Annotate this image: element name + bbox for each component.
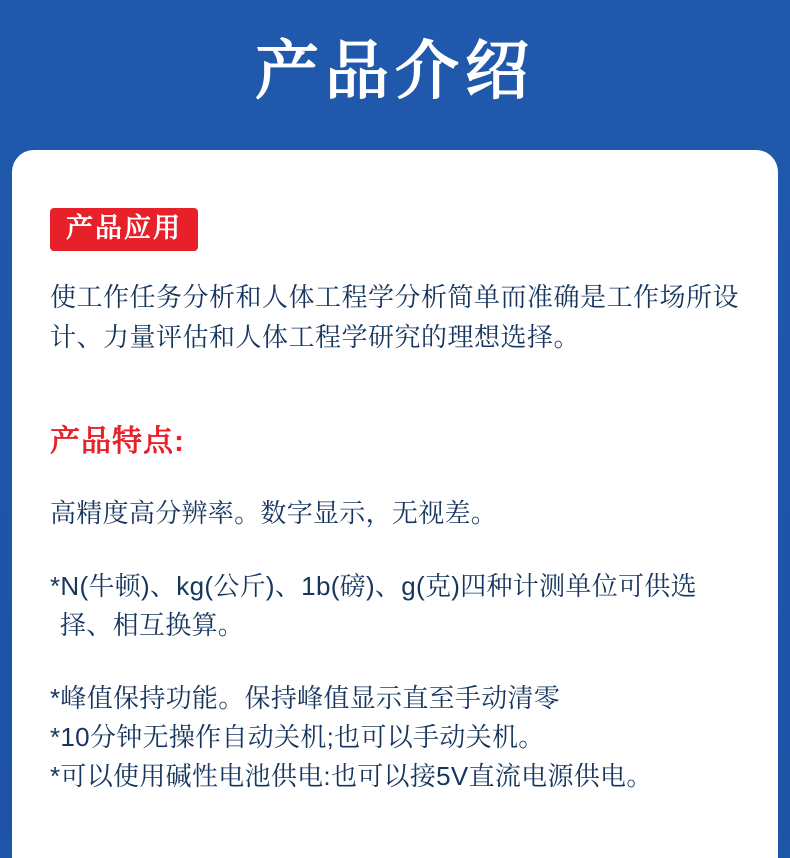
page-banner [0,0,790,150]
feature-line: *峰值保持功能。保持峰值显示直至手动清零 [50,682,561,713]
feature-line: *N(牛顿)、kg(公斤)、1b(磅)、g(克)四种计测单位可供选 [50,570,697,601]
page-title: 产品介绍 [255,35,535,107]
feature-line: 高精度高分辨率。数字显示，无视差。 [50,497,498,528]
feature-line: 择、相互换算。 [60,609,245,640]
feature-item [50,494,740,533]
application-paragraph: 使工作任务分析和人体工程学分析简单而准确是工作场所设计、力量评估和人体工程学研究的理想选择。 [50,282,740,353]
feature-item [50,567,740,645]
feature-line: *可以使用碱性电池供电:也可以接5V直流电源供电。 [50,760,653,791]
feature-item [50,679,740,796]
feature-line: *10分钟无操作自动关机;也可以手动关机。 [50,721,545,752]
features-heading: 产品特点: [50,424,185,458]
section-tag-application: 产品应用 [50,208,198,251]
content-card [12,150,778,858]
